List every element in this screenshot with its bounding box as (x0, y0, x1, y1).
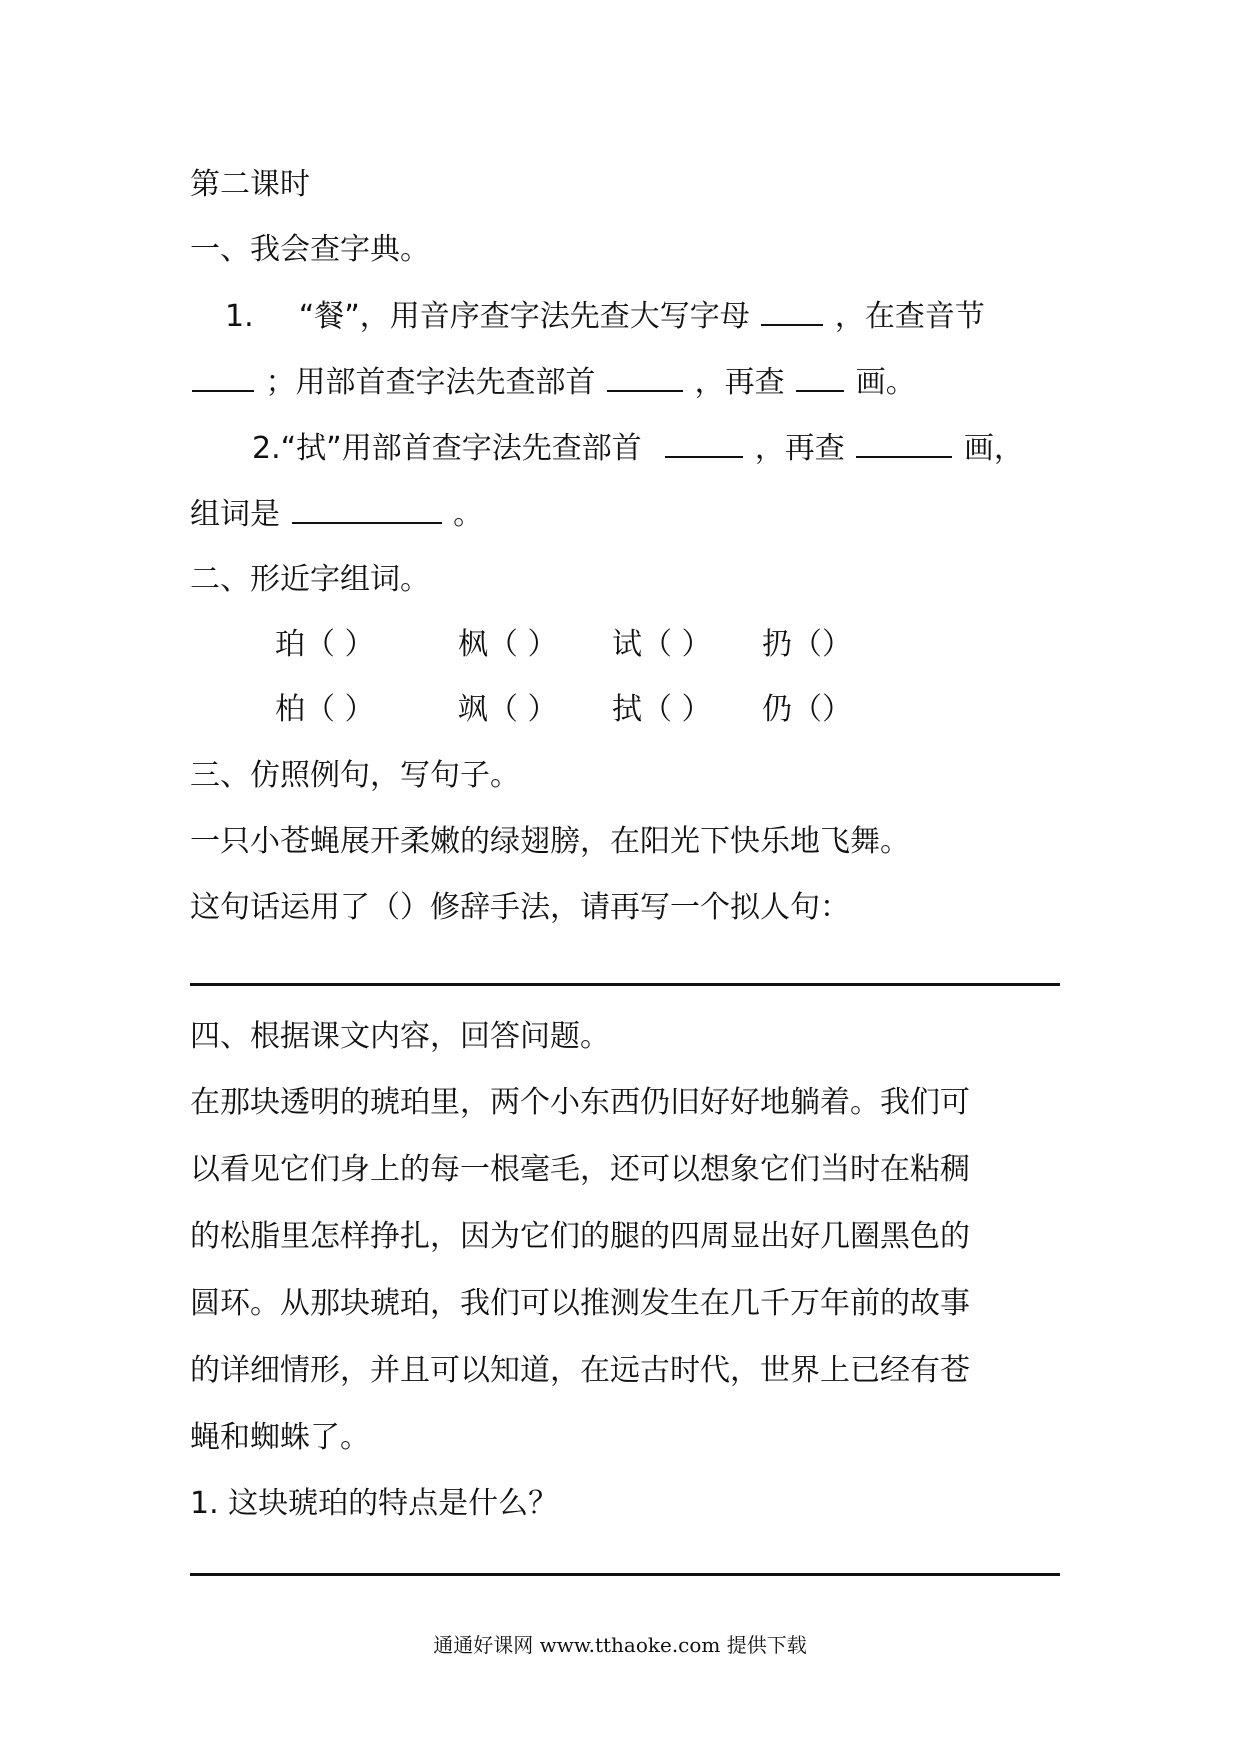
footer-download-note: 通通好课网 www.tthaoke.com 提供下载 (433, 1633, 807, 1657)
answer-blank[interactable] (665, 428, 743, 458)
section4-question-1: 1. 这块琥珀的特点是什么？ (190, 1486, 559, 1521)
section1-q2-line1 (252, 428, 1024, 469)
section3-prompt: 这句话运用了（）修辞手法，请再写一个拟人句： (190, 890, 850, 925)
passage-line: 圆环。从那块琥珀，我们可以推测发生在几千万年前的故事 (190, 1286, 970, 1321)
char-pair[interactable]: 扔（） (762, 627, 852, 662)
q2-text-part1: 2.“拭”用部首查字法先查部首 (252, 431, 642, 466)
section1-q2-line2 (190, 494, 483, 535)
q1-text-part5: 画。 (855, 365, 916, 400)
passage-line: 的详细情形，并且可以知道，在远古时代，世界上已经有苍 (190, 1353, 970, 1388)
passage-line: 在那块透明的琥珀里，两个小东西仍旧好好地躺着。我们可 (190, 1085, 970, 1120)
answer-line[interactable] (190, 1573, 1060, 1576)
q2-text-part3: 画， (963, 431, 1024, 466)
q1-number: 1. (225, 299, 254, 334)
answer-blank[interactable] (796, 362, 844, 392)
char-pair[interactable]: 仍（） (762, 692, 852, 727)
example-sentence: 一只小苍蝇展开柔嫩的绿翅膀，在阳光下快乐地飞舞。 (190, 824, 910, 859)
passage-line: 以看见它们身上的每一根毫毛，还可以想象它们当时在粘稠 (190, 1152, 970, 1187)
q2-text-part2: ，再查 (754, 431, 845, 466)
section4-heading: 四、根据课文内容，回答问题。 (190, 1019, 610, 1054)
section3-heading: 三、仿照例句，写句子。 (190, 758, 520, 793)
q1-text-part4: ，再查 (694, 365, 785, 400)
char-pair[interactable]: 飒（ ） (458, 692, 558, 727)
answer-blank[interactable] (292, 494, 442, 524)
q1-text-part3: ；用部首查字法先查部首 (265, 365, 596, 400)
section1-q1-line1 (225, 296, 985, 337)
section1-q1-line2 (190, 362, 916, 403)
char-pair[interactable]: 拭（ ） (612, 692, 712, 727)
section1-heading: 一、我会查字典。 (190, 232, 430, 267)
char-pair[interactable]: 柏（ ） (275, 692, 375, 727)
answer-blank[interactable] (192, 362, 254, 392)
char-pair[interactable]: 枫（ ） (458, 627, 558, 662)
passage-line: 蝇和蜘蛛了。 (190, 1420, 370, 1455)
q1-text-part1: “餐”，用音序查字法先查大写字母 (298, 299, 750, 334)
page-title: 第二课时 (190, 167, 310, 202)
q1-text-part2: ，在查音节 (834, 299, 985, 334)
char-pair[interactable]: 珀（ ） (275, 627, 375, 662)
section2-heading: 二、形近字组词。 (190, 562, 430, 597)
answer-blank[interactable] (607, 362, 683, 392)
answer-blank[interactable] (856, 428, 952, 458)
q2-text-part5: 。 (453, 497, 484, 532)
answer-blank[interactable] (761, 296, 823, 326)
q2-text-part4: 组词是 (190, 497, 280, 532)
passage-line: 的松脂里怎样挣扎，因为它们的腿的四周显出好几圈黑色的 (190, 1219, 970, 1254)
char-pair[interactable]: 试（ ） (612, 627, 712, 662)
answer-line[interactable] (190, 983, 1060, 986)
